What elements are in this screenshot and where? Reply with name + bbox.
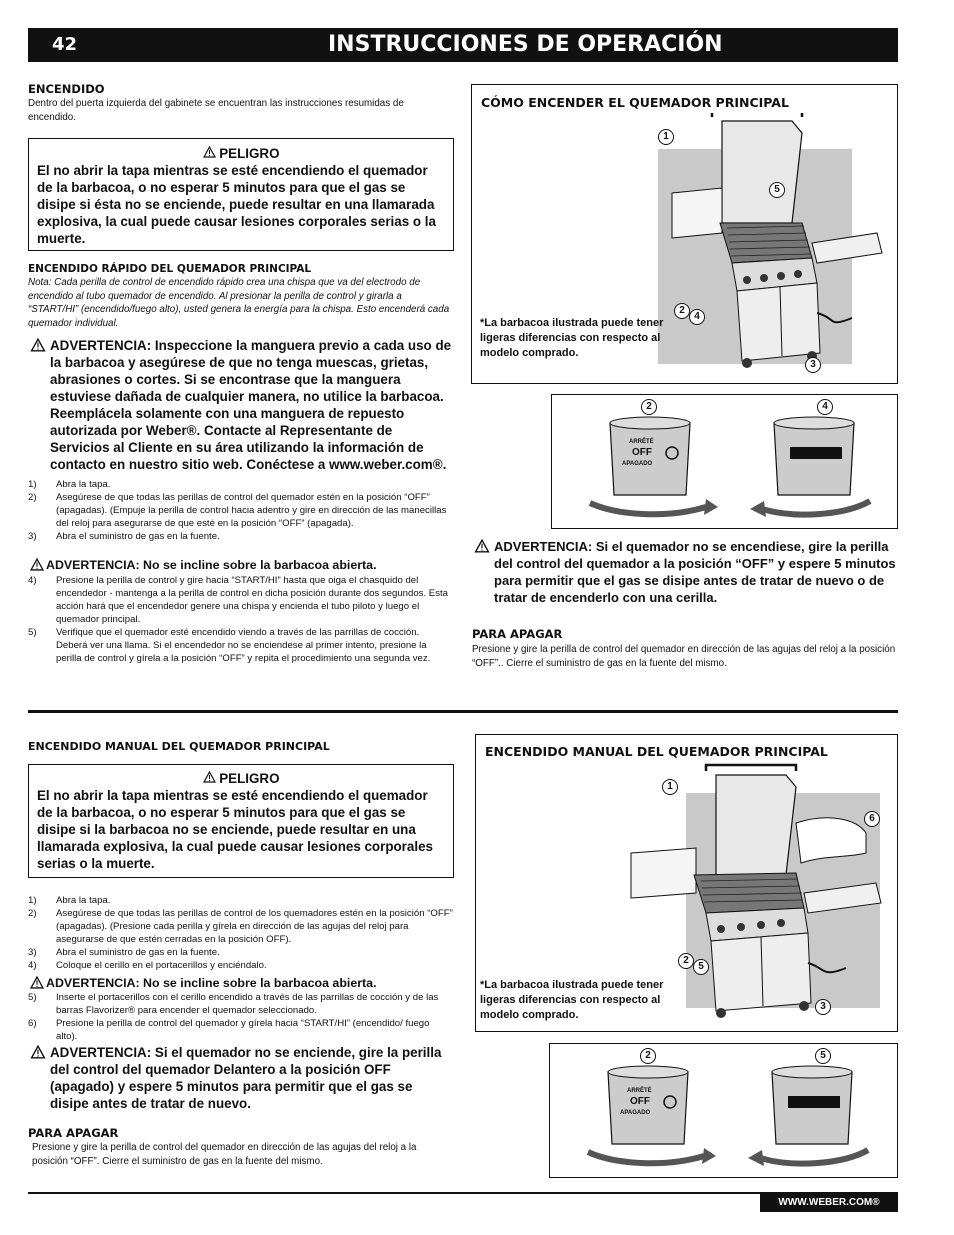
danger-text: El no abrir la tapa mientras se esté encendiendo el quemador de la barbacoa, o no esperar 5 minutos para que el gas se disipe si ésta no se enciende, puede resultar en una llamarada explosiva, la cual puede causar lesiones corporales serias o la muerte. <box>37 163 436 246</box>
steps-list-a <box>28 478 453 543</box>
off-heading-top: PARA APAGAR <box>472 627 563 641</box>
knob-text-arrete: ARRÊTÉ <box>629 439 654 445</box>
footer-url[interactable]: WWW.WEBER.COM® <box>760 1194 898 1212</box>
warning-triangle-icon <box>28 338 48 352</box>
list-item <box>28 491 453 530</box>
off-text-top: Presione y gire la perilla de control del quemador en dirección de las agujas del reloj a la posición “OFF”.. Cierre el suministro de gas en la fuente del mismo. <box>472 644 896 669</box>
list-item-text: Abra el suministro de gas en la fuente. <box>56 947 220 958</box>
callout-3: 3 <box>805 357 821 373</box>
list-item-text: Abra el suministro de gas en la fuente. <box>56 531 220 542</box>
danger-box <box>28 138 454 251</box>
warning-no-light-manual <box>28 1044 453 1112</box>
danger-label-manual: PELIGRO <box>219 771 280 786</box>
grill-illustration <box>652 113 892 378</box>
manual-panel <box>475 734 898 1032</box>
warning-triangle-icon <box>28 558 46 571</box>
list-item-number: 2) <box>28 492 37 503</box>
list-item-text: Verifique que el quemador esté encendido viendo a través de las parrillas de cocción. Deberá ver una llama. Si el encendedor no se enciendese al primer intento, presione la perilla de control y gírela a la posición “OFF” y repita el procedimiento una segunda vez. <box>56 627 431 664</box>
list-item-text: Presione la perilla de control del quemador y gírela hacia “START/HI” (encendido/ fuego alto). <box>56 1018 430 1042</box>
callout-5: 5 <box>769 182 785 198</box>
list-item <box>28 907 453 946</box>
list-item <box>28 478 453 491</box>
warning-lean-text: ADVERTENCIA: No se incline sobre la barbacoa abierta. <box>46 558 377 572</box>
manual-callout-3: 3 <box>815 999 831 1015</box>
list-item <box>28 959 453 972</box>
knob-text-apagado: APAGADO <box>622 461 653 467</box>
danger-title-manual <box>29 770 453 787</box>
steps-list-d <box>28 991 453 1043</box>
list-item-text: Coloque el cerillo en el portacerillos y enciéndalo. <box>56 960 267 971</box>
page-number: 42 <box>52 34 78 55</box>
danger-text-manual: El no abrir la tapa mientras se esté encendiendo el quemador de la barbacoa, o no esperar 5 minutos para que el gas se disipe si la barbacoa no se enciende, puede resultar en una llamarada explosiva, la cual puede causar lesiones corporales serias o la muerte. <box>37 788 433 871</box>
model-note: *La barbacoa ilustrada puede tener ligeras diferencias con respecto al modelo comprado. <box>480 317 664 359</box>
manual-callout-5: 5 <box>693 959 709 975</box>
rapid-note: Nota: Cada perilla de control de encendido rápido crea una chispa que va del electrodo de encendido al tubo quemador de encendido. Al presionar la perilla de control y girarla a “START/HI” (encendido/fuego alto), usted genera la energía para la chispa. Esto encenderá cada quemador individual. <box>28 277 450 329</box>
knob-callout-5-bottom: 5 <box>815 1048 831 1064</box>
warning-triangle-icon <box>28 976 46 989</box>
off-text-bottom: Presione y gire la perilla de control del quemador en dirección de las agujas del reloj a la posición “OFF”. Cierre el suministro de gas en la fuente del mismo. <box>32 1142 417 1167</box>
danger-label: PELIGRO <box>219 146 280 161</box>
encendido-heading: ENCENDIDO <box>28 82 105 96</box>
knob-panel-top <box>551 394 898 529</box>
list-item <box>28 991 453 1017</box>
knob-callout-2-bottom: 2 <box>640 1048 656 1064</box>
page-header <box>28 28 898 62</box>
list-item-number: 1) <box>28 479 37 490</box>
section-divider <box>28 710 898 713</box>
warning-lean-manual <box>28 976 453 990</box>
model-note-manual: *La barbacoa ilustrada puede tener ligeras diferencias con respecto al modelo comprado. <box>480 979 664 1021</box>
warning-no-light <box>472 538 898 606</box>
list-item-number: 3) <box>28 531 37 542</box>
list-item-number: 1) <box>28 895 37 906</box>
list-item <box>28 574 453 626</box>
warning-lean <box>28 558 453 572</box>
list-item-number: 5) <box>28 627 37 638</box>
page-title: INSTRUCCIONES DE OPERACIÓN <box>328 32 723 57</box>
callout-2: 2 <box>674 303 690 319</box>
knob-illustration-top <box>586 415 876 523</box>
list-item-number: 4) <box>28 960 37 971</box>
knob-illustration-bottom <box>584 1064 874 1172</box>
warning-lean-manual-text: ADVERTENCIA: No se incline sobre la barbacoa abierta. <box>46 976 377 990</box>
manual-callout-2: 2 <box>678 953 694 969</box>
list-item-number: 5) <box>28 992 37 1003</box>
danger-title <box>29 145 453 162</box>
knob-text-off-bottom: OFF <box>630 1096 650 1107</box>
warning-no-light-text: ADVERTENCIA: Si el quemador no se encendiese, gire la perilla del control del quemador a la posición “OFF” y espere 5 minutos para permitir que el gas se disipe antes de tratar de nuevo o de tratar de encenderlo con una cerilla. <box>494 539 896 605</box>
list-item-text: Inserte el portacerillos con el cerillo encendido a través de las parrillas de cocción y de las barras Flavorizer® para encender el quemador seleccionado. <box>56 992 439 1016</box>
knob-text-arrete-bottom: ARRÊTÉ <box>627 1088 652 1094</box>
warning-hose-text: ADVERTENCIA: Inspeccione la manguera previo a cada uso de la barbacoa y asegúrese de que no tenga muescas, grietas, abrasiones o cortes. Si se encontrase que la manguera estuviese dañada de cualquier manera, no utilice la barbacoa. Reemplácela solamente con una manguera de repuesto autorizada por Weber®. Contacte al Representante de Servicios al Cliente en su área utilizando la información de contacto en nuestro sitio web. Conéctese a www.weber.com®. <box>50 338 452 472</box>
list-item <box>28 946 453 959</box>
encendido-text: Dentro del puerta izquierda del gabinete se encuentran las instrucciones resumidas de encendido. <box>28 98 404 123</box>
knob-panel-bottom <box>549 1043 898 1178</box>
list-item-number: 3) <box>28 947 37 958</box>
warning-hose <box>28 337 453 473</box>
danger-box-manual <box>28 764 454 878</box>
list-item <box>28 894 453 907</box>
callout-1: 1 <box>658 129 674 145</box>
lighting-panel <box>471 84 898 384</box>
warning-triangle-icon <box>203 146 216 158</box>
off-heading-bottom: PARA APAGAR <box>28 1126 119 1140</box>
list-item <box>28 1017 453 1043</box>
list-item-text: Abra la tapa. <box>56 895 111 906</box>
manual-callout-1: 1 <box>662 779 678 795</box>
list-item-number: 6) <box>28 1018 37 1029</box>
manual-callout-6: 6 <box>864 811 880 827</box>
list-item-text: Presione la perilla de control y gire hacia “START/HI” hasta que oiga el chasquido del encendedor - mantenga a la perilla de control en dicha posición durante dos segundos. Esta acción hará que el encendedor genere una chispa y encienda el tubo piloto y luego el quemador principal. <box>56 575 449 625</box>
knob-text-off: OFF <box>632 447 652 458</box>
list-item-text: Asegúrese de que todas las perillas de control del quemador estén en la posición “OFF” (apagadas). (Empuje la perilla de control hacia adentro y gire en dirección de las manecillas del reloj para asegurarse de que esté en la posición “OFF” (apagada). <box>56 492 447 529</box>
warning-triangle-icon <box>28 1045 48 1059</box>
rapid-heading: ENCENDIDO RÁPIDO DEL QUEMADOR PRINCIPAL <box>28 263 312 275</box>
steps-list-b <box>28 574 453 665</box>
steps-list-c <box>28 894 453 972</box>
list-item-number: 2) <box>28 908 37 919</box>
list-item <box>28 530 453 543</box>
warning-triangle-icon <box>472 539 492 553</box>
knob-callout-2: 2 <box>641 399 657 415</box>
manual-heading: ENCENDIDO MANUAL DEL QUEMADOR PRINCIPAL <box>28 740 330 753</box>
knob-text-apagado-bottom: APAGADO <box>620 1110 651 1116</box>
list-item-text: Asegúrese de que todas las perillas de control de los quemadores estén en la posición “OFF” (apagadas). (Presione cada perilla y gírela en dirección de las agujas del reloj para asegurarse de que estén cerradas en la posición OFF). <box>56 908 453 945</box>
manual-panel-title: ENCENDIDO MANUAL DEL QUEMADOR PRINCIPAL <box>485 744 828 759</box>
warning-triangle-icon <box>203 771 216 783</box>
knob-callout-4: 4 <box>817 399 833 415</box>
list-item-text: Abra la tapa. <box>56 479 111 490</box>
list-item-number: 4) <box>28 575 37 586</box>
list-item <box>28 626 453 665</box>
warning-no-light-manual-text: ADVERTENCIA: Si el quemador no se enciende, gire la perilla del control del quemador Delantero a la posición OFF (apagado) y espere 5 minutos para permitir que el gas se disipe antes de tratar de nuevo. <box>50 1045 442 1111</box>
lighting-panel-title: CÓMO ENCENDER EL QUEMADOR PRINCIPAL <box>481 95 789 110</box>
callout-4: 4 <box>689 309 705 325</box>
